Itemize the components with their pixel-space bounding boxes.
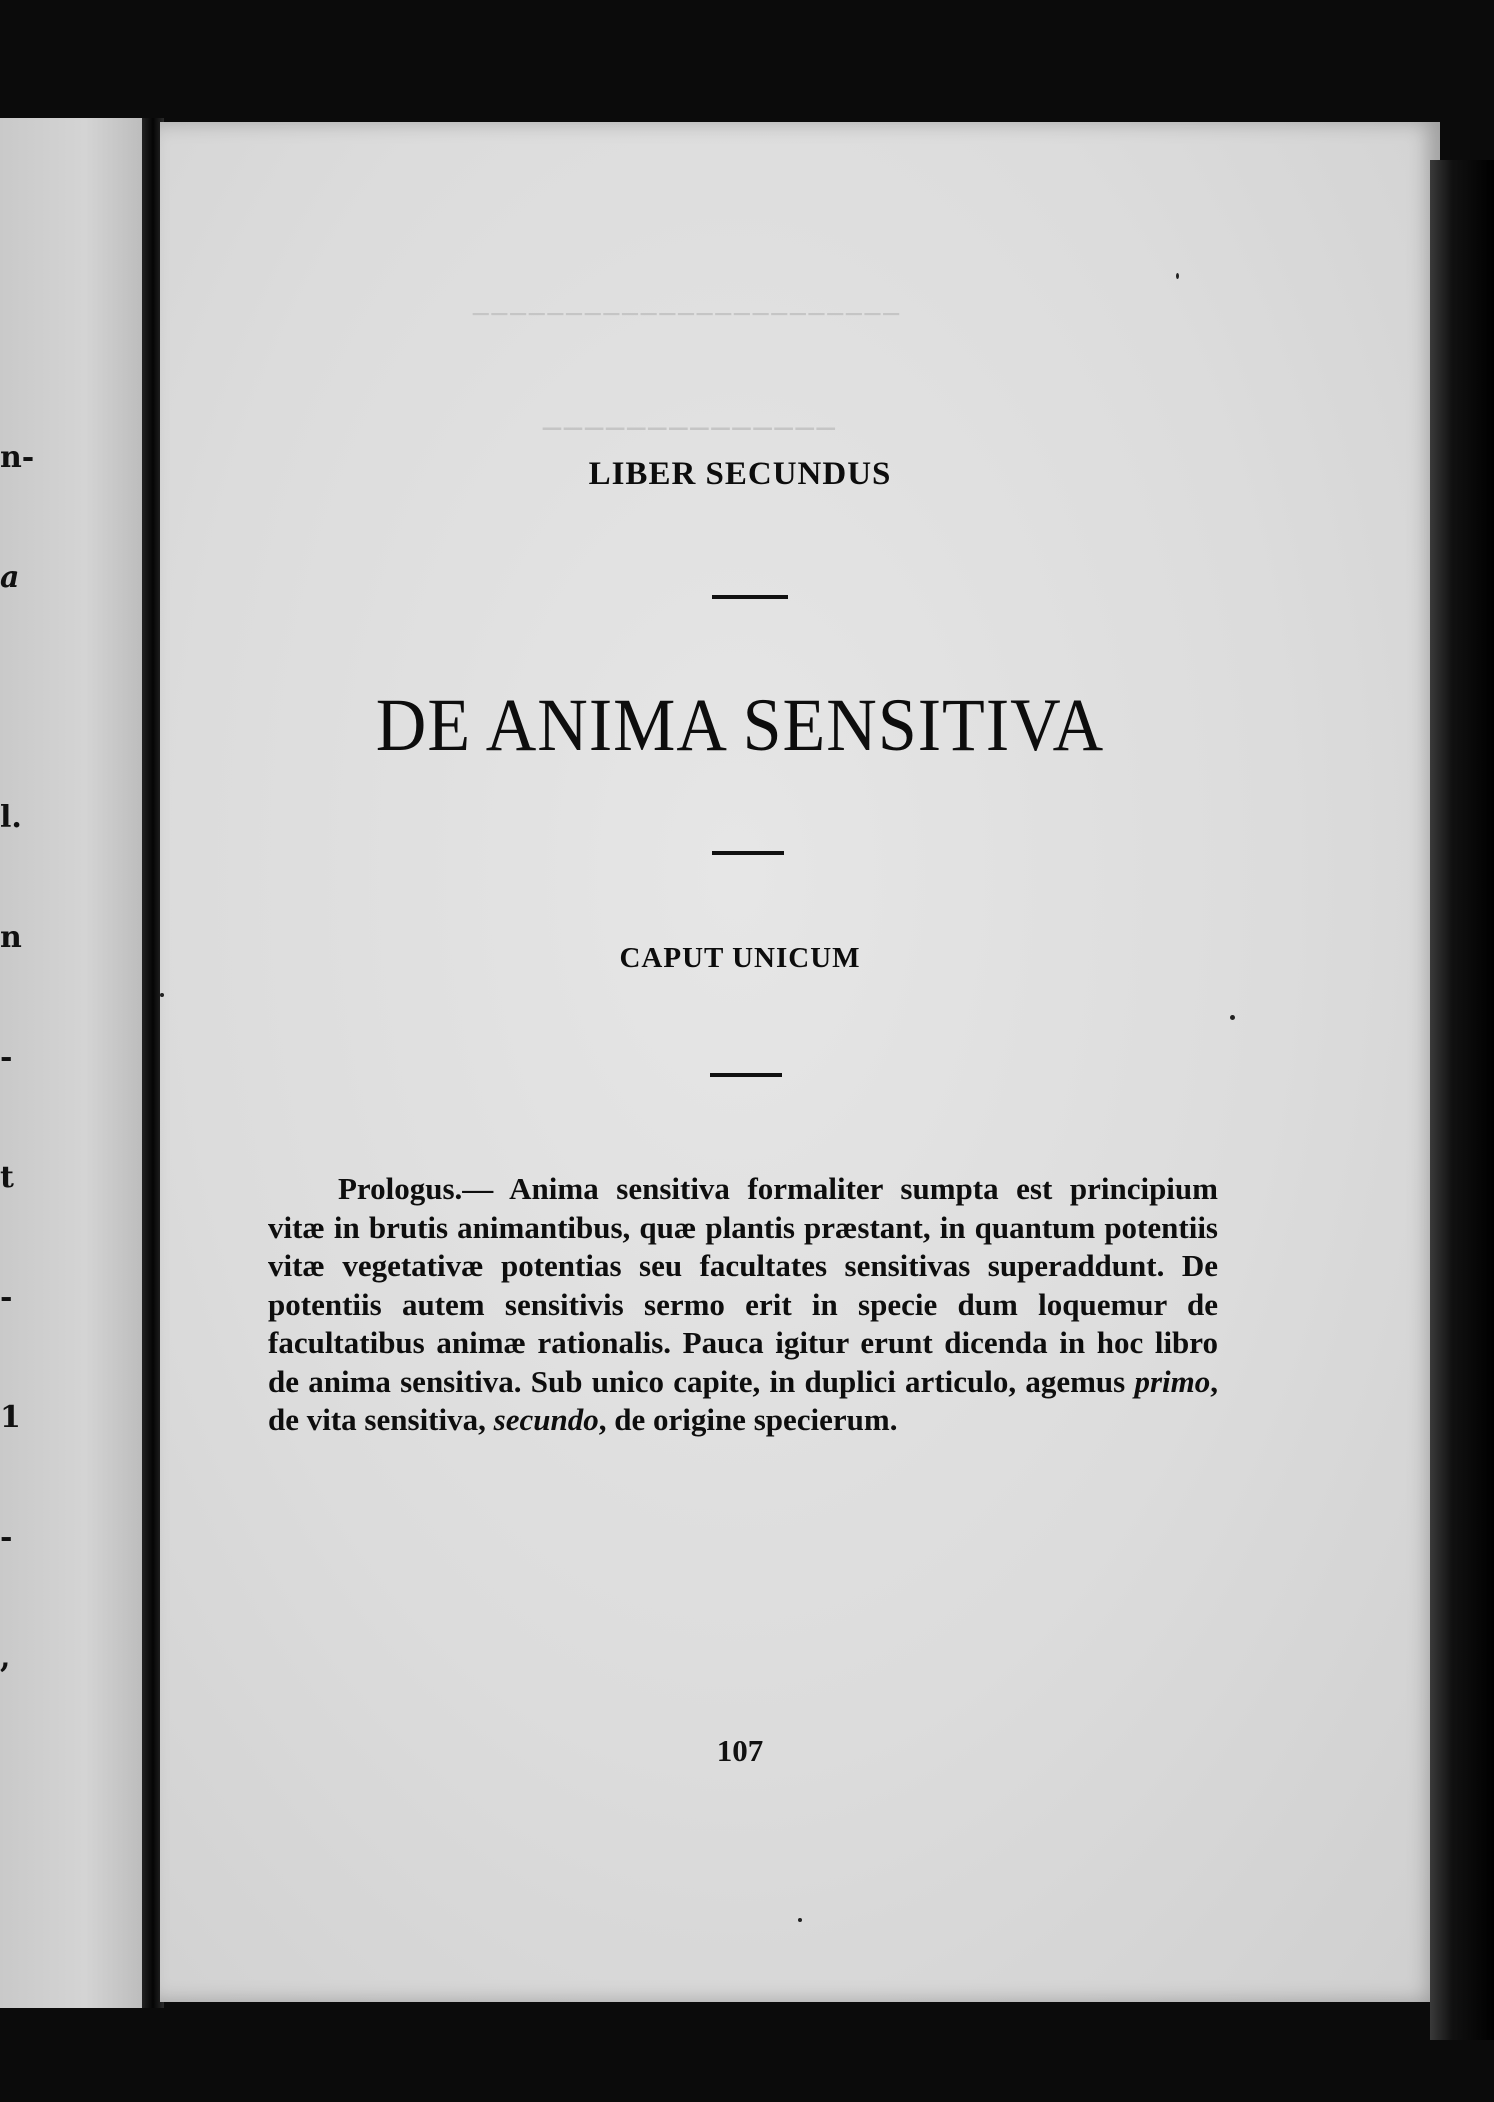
bleed-through-mark: ─────────────────────── [470,300,900,330]
edge-fragment: - [0,1280,13,1315]
scan-speck [798,1918,802,1922]
edge-fragment: l. [0,800,22,835]
right-binding-shadow [1430,160,1494,2040]
edge-fragment: n [0,920,22,955]
scanned-page [160,122,1440,2002]
page-number: 107 [716,1733,764,1768]
edge-fragment: t [0,1160,14,1195]
prologue-emphasis: secundo [493,1402,599,1437]
edge-fragment [0,678,30,718]
heading-rule [712,595,788,599]
scan-speck [160,993,164,997]
title-rule [712,851,784,855]
edge-fragment: , [0,1640,11,1675]
edge-fragment: a [0,560,20,595]
bleed-through-mark: ────────────── [540,412,835,447]
prologue-paragraph [268,1170,1218,1440]
prologue-text: , de origine specierum. [598,1402,898,1437]
scan-speck [1176,273,1179,279]
edge-fragment: - [0,1520,13,1555]
edge-fragment: - [0,1040,13,1075]
chapter-rule [710,1073,782,1077]
edge-fragment: 1 [0,1400,21,1435]
edge-fragment: n- [0,440,35,475]
prologue-lead: Prologus.— [338,1171,494,1206]
previous-page-text-edge [0,358,35,1718]
prologue-emphasis: primo [1134,1363,1211,1399]
scan-speck [1230,1015,1235,1020]
chapter-heading: CAPUT UNICUM [619,942,861,974]
prologue-text: , de vita sensitiva, [268,1363,1218,1437]
page-title: DE ANIMA SENSITIVA [375,683,1105,768]
book-heading: LIBER SECUNDUS [588,456,892,492]
prologue-text: Anima sensitiva formaliter sumpta est principium vitæ in brutis animantibus, quæ plantis præstant, in quantum potentiis vitæ vegetativæ potentias seu facultates sensitivas superaddunt. De potentiis autem sensitivis sermo erit in specie dum loquemur de facultatibus animæ rationalis. Pauca igitur erunt dicenda in hoc libro de anima sensitiva. Sub unico capite, in duplici articulo, agemus [268,1171,1218,1399]
